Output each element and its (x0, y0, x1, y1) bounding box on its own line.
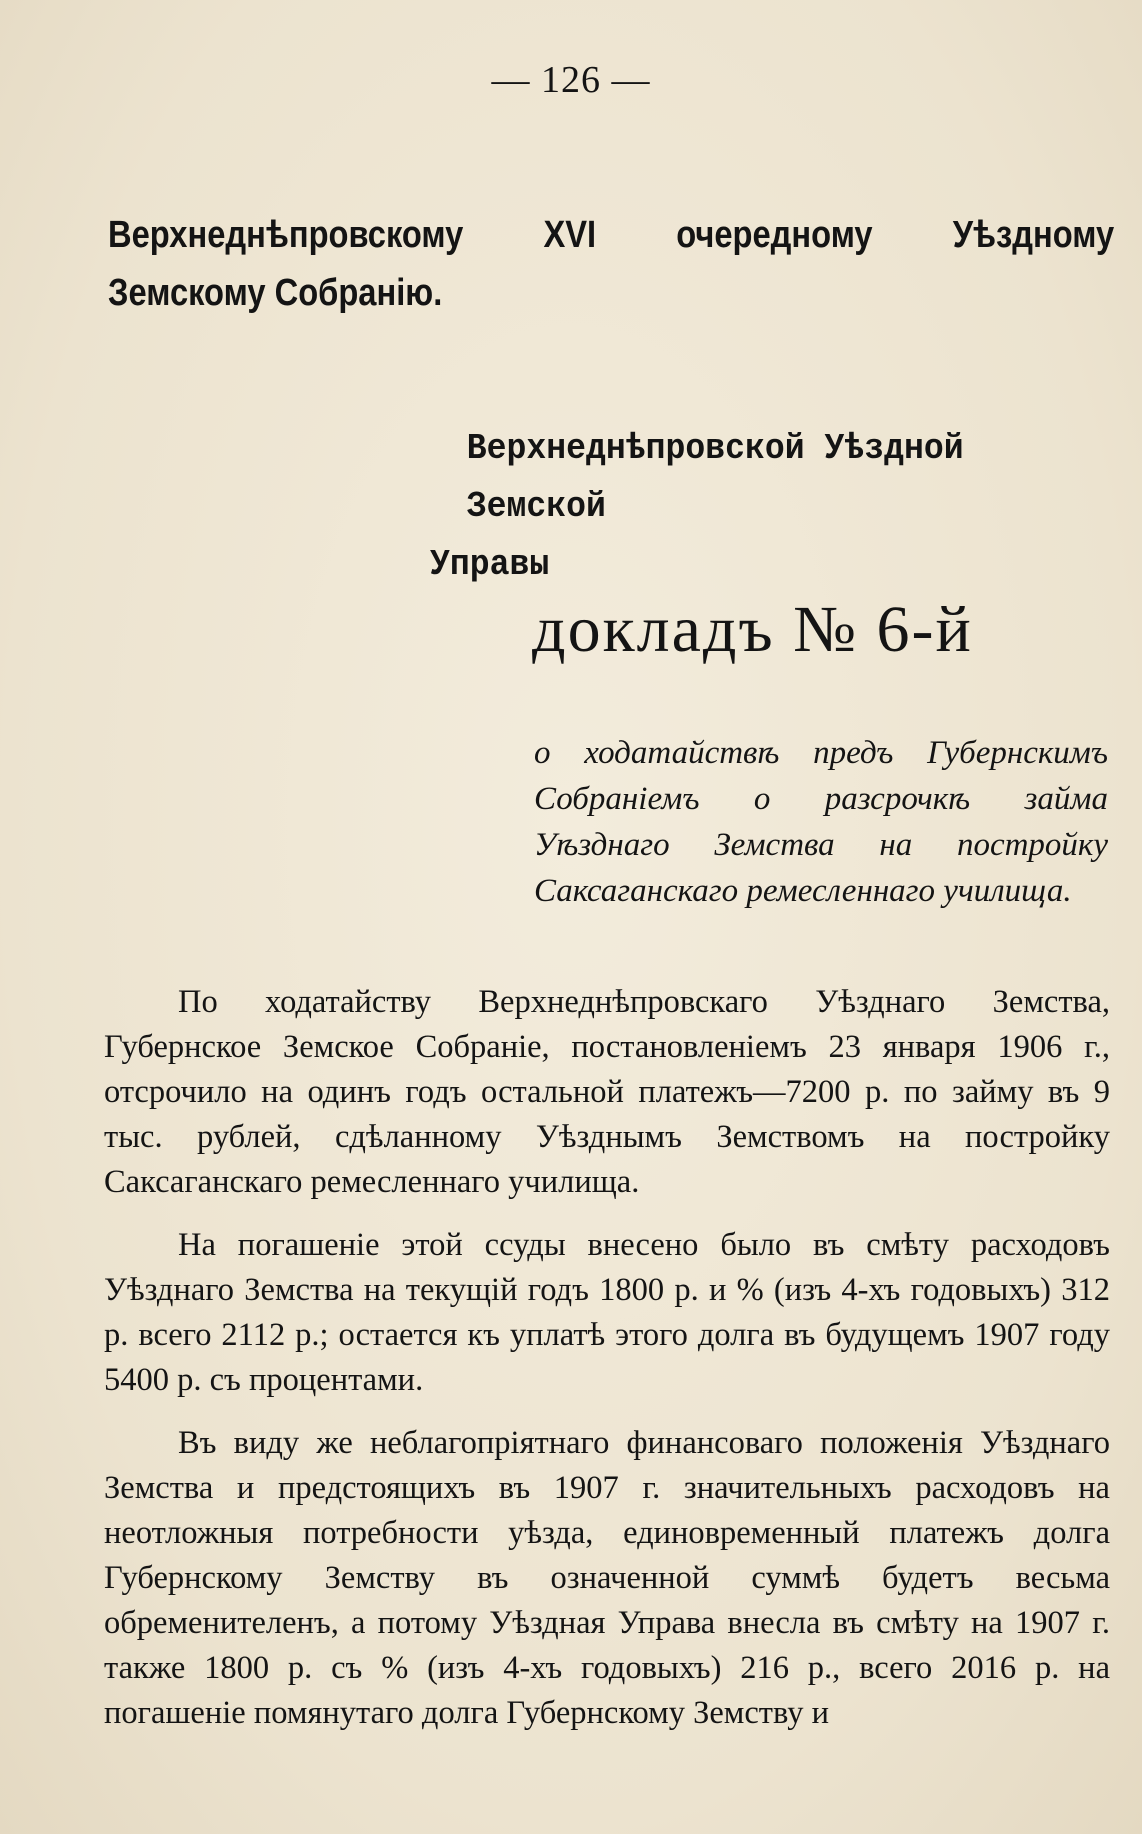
addressee-line-2: Земскому Собранію. (108, 272, 443, 314)
sender-heading (430, 420, 1056, 594)
sender-line-2: Управы (430, 544, 550, 585)
sender-line-1: Верхнеднѣпровской Уѣздной Земской (466, 428, 964, 527)
report-subject: о ходатайствѣ предъ Губернскимъ Собраніемъ о разсрочкѣ займа Уѣзднаго Земства на постройку Саксаганскаго ремесленнаго училища. (534, 735, 1108, 909)
body-paragraph-1: По ходатайству Верхнеднѣпровскаго Уѣзднаго Земства, Губернское Земское Собраніе, постановленіемъ 23 января 1906 г., отсрочило на одинъ годъ остальной платежъ—7200 р. по займу въ 9 тыс. рублей, сдѣланному Уѣзднымъ Земствомъ на постройку Саксаганскаго ремесленнаго училища. (104, 984, 1110, 1200)
body-paragraph-2: На погашеніе этой ссуды внесено было въ смѣту расходовъ Уѣзднаго Земства на текущій годъ 1800 р. и % (изъ 4-хъ годовыхъ) 312 р. всего 2112 р.; остается къ уплатѣ этого долга въ будущемъ 1907 году 5400 р. съ процентами. (104, 1227, 1110, 1398)
report-body (104, 980, 1110, 1754)
page-number: — 126 — (491, 59, 651, 101)
addressee-heading (108, 206, 1115, 322)
report-title: докладъ № 6-й (532, 593, 973, 666)
addressee-line-1: Верхнеднѣпровскому XVI очередному Уѣздному (108, 214, 1115, 256)
body-paragraph-3: Въ виду же неблагопріятнаго финансоваго положенія Уѣзднаго Земства и предстоящихъ въ 1907 г. значительныхъ расходовъ на неотложныя потребности уѣзда, единовременный платежъ долга Губернскому Земству въ означенной суммѣ будетъ весьма обременителенъ, а потому Уѣздная Управа внесла въ смѣту на 1907 г. также 1800 р. съ % (изъ 4-хъ годовыхъ) 216 р., всего 2016 р. на погашеніе помянутаго долга Губернскому Земству и (104, 1425, 1110, 1731)
